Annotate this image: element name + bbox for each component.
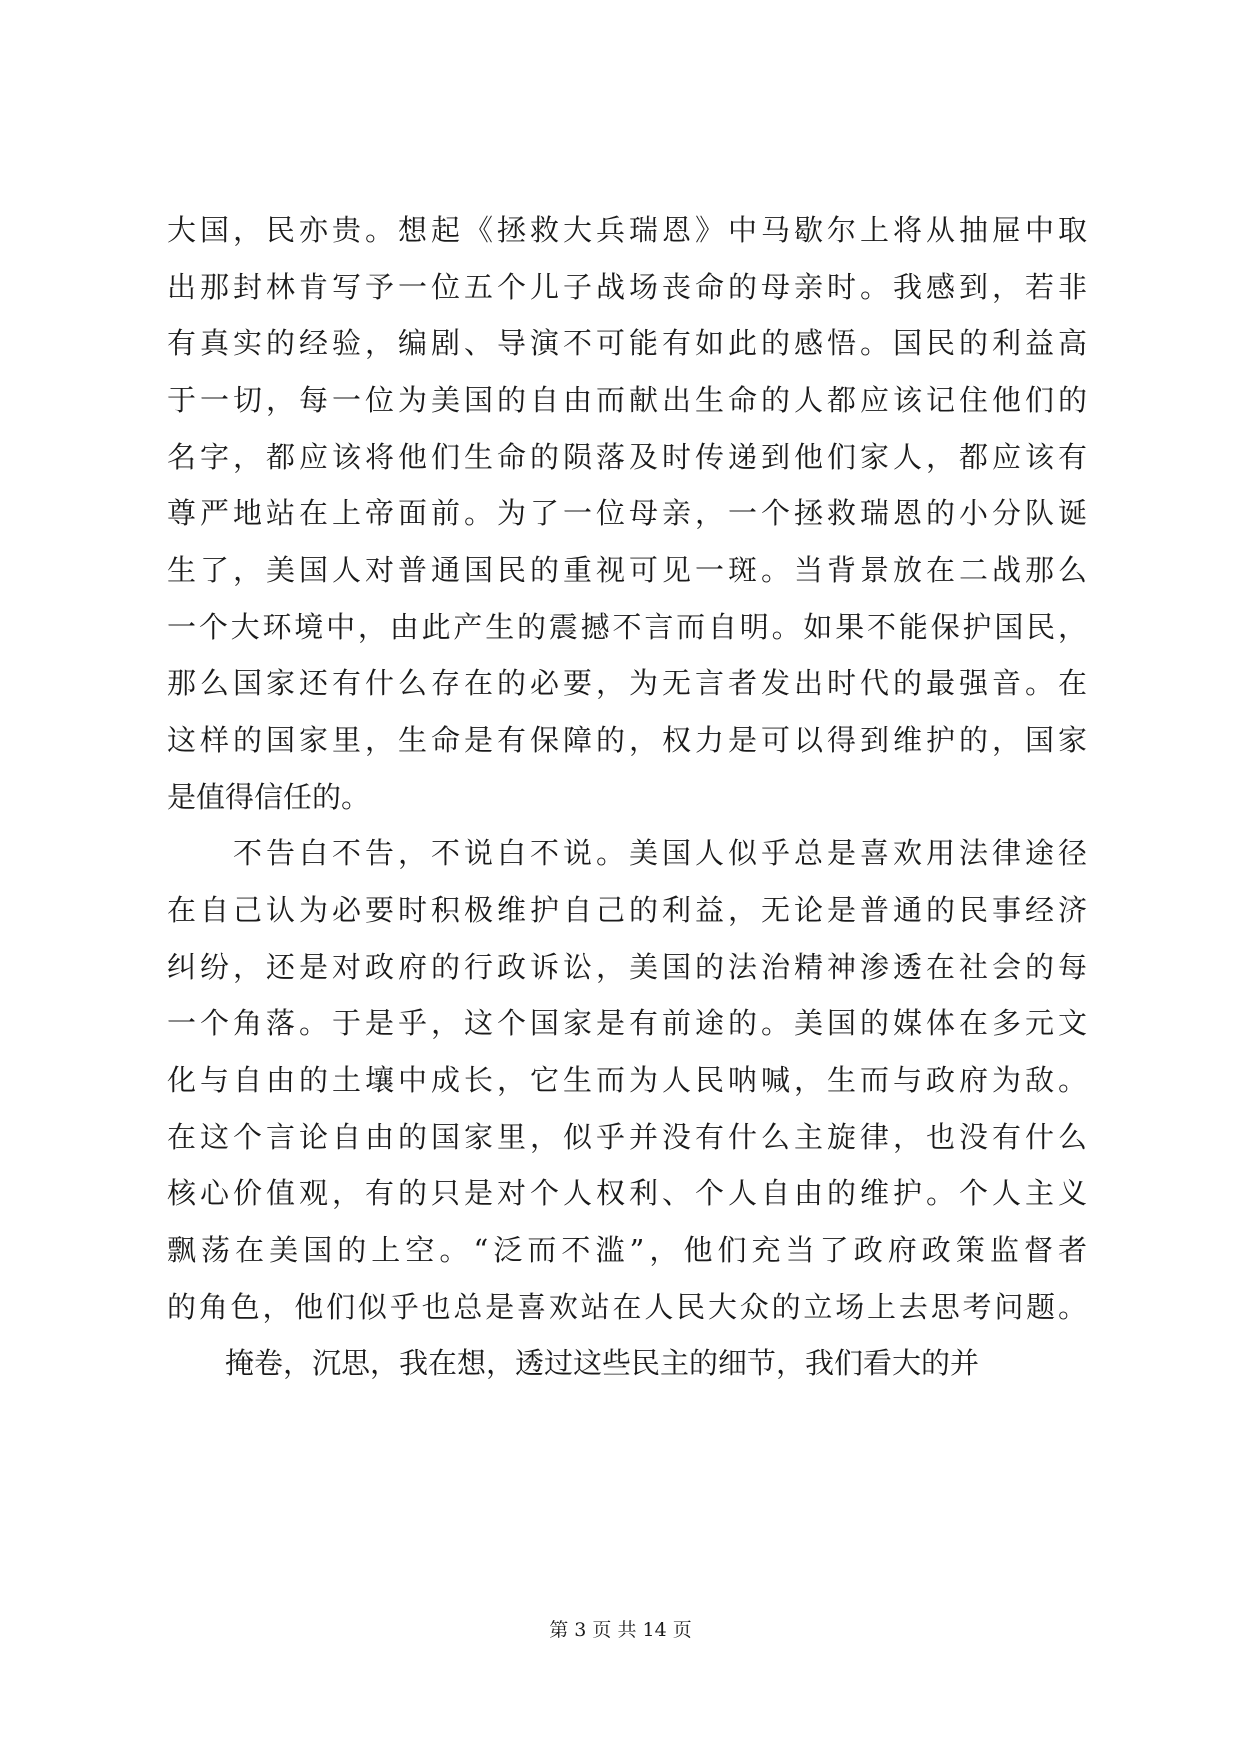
text-line: 化与自由的土壤中成长，它生而为人民呐喊，生而与政府为敌。 — [167, 1063, 1087, 1097]
text-line: 是值得信任的。 — [167, 780, 371, 814]
text-line: 尊严地站在上帝面前。为了一位母亲，一个拯救瑞恩的小分队诞 — [167, 496, 1087, 530]
text-line: 核心价值观，有的只是对个人权利、个人自由的维护。个人主义 — [167, 1176, 1087, 1210]
text-line: 一个大环境中，由此产生的震撼不言而自明。如果不能保护国民， — [167, 610, 1087, 644]
text-line: 有真实的经验，编剧、导演不可能有如此的感悟。国民的利益高 — [167, 326, 1087, 360]
text-line: 出那封林肯写予一位五个儿子战场丧命的母亲时。我感到，若非 — [167, 270, 1087, 304]
text-line: 一个角落。于是乎，这个国家是有前途的。美国的媒体在多元文 — [167, 1006, 1087, 1040]
text-line: 飘荡在美国的上空。“泛而不滥”，他们充当了政府政策监督者 — [167, 1233, 1087, 1267]
text-line: 生了，美国人对普通国民的重视可见一斑。当背景放在二战那么 — [167, 553, 1087, 587]
page-footer: 第 3 页 共 14 页 — [549, 1619, 692, 1641]
text-line: 大国，民亦贵。想起《拯救大兵瑞恩》中马歇尔上将从抽屉中取 — [167, 213, 1087, 247]
text-line: 不告白不告，不说白不说。美国人似乎总是喜欢用法律途径 — [167, 836, 1087, 870]
text-line: 于一切，每一位为美国的自由而献出生命的人都应该记住他们的 — [167, 383, 1087, 417]
text-line: 纠纷，还是对政府的行政诉讼，美国的法治精神渗透在社会的每 — [167, 950, 1087, 984]
text-line: 名字，都应该将他们生命的陨落及时传递到他们家人，都应该有 — [167, 440, 1087, 474]
text-line: 在这个言论自由的国家里，似乎并没有什么主旋律，也没有什么 — [167, 1120, 1087, 1154]
text-line: 掩卷，沉思，我在想，透过这些民主的细节，我们看大的并 — [167, 1346, 980, 1380]
text-line: 这样的国家里，生命是有保障的，权力是可以得到维护的，国家 — [167, 723, 1087, 757]
text-line: 那么国家还有什么存在的必要，为无言者发出时代的最强音。在 — [167, 666, 1087, 700]
text-line: 的角色，他们似乎也总是喜欢站在人民大众的立场上去思考问题。 — [167, 1290, 1087, 1324]
text-line: 在自己认为必要时积极维护自己的利益，无论是普通的民事经济 — [167, 893, 1087, 927]
